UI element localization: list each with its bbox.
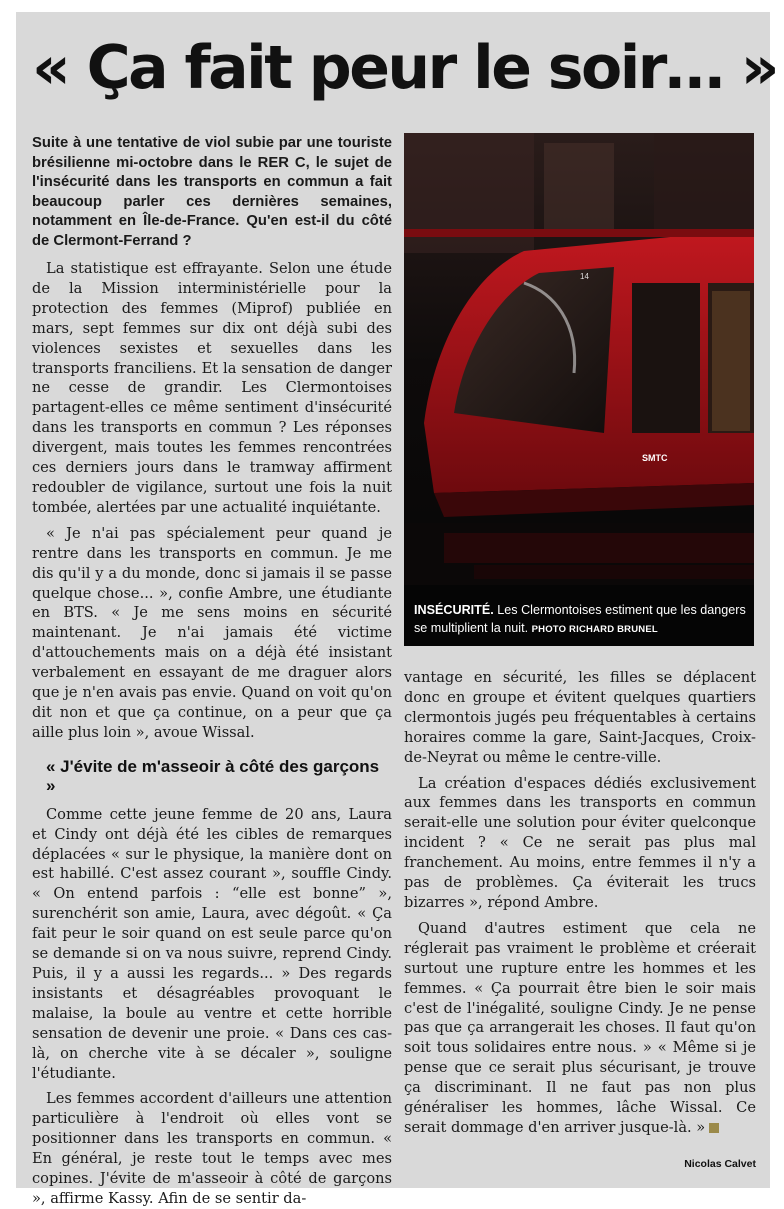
right-column (404, 668, 756, 1138)
tram-number: 14 (580, 272, 589, 281)
paragraph: Comme cette jeune femme de 20 ans, Laura et Cindy ont déjà été les cibles de remarques déplacées « sur le physique, la manière dont on est habillé. C'est assez courant », souffle Cindy. « On entend parfois : “elle est bonne” », surenchérit son amie, Laura, avec dégoût. « Ça fait peur le soir quand on est seule parce qu'on se demande si on va nous suivre, reprend Cindy. Puis, il y a aussi les regards... » Des regards insistants et désagréables provoquant le malaise, la boule au ventre et cette horrible sensation de devenir une proie. « Dans ces cas-là, on cherche vite à se décaler », souligne l'étudiante. (32, 805, 392, 1082)
caption-keyword: INSÉCURITÉ. (414, 603, 494, 617)
article-lead: Suite à une tentative de viol subie par une touriste brésilienne mi-octobre dans le RER C, le sujet de l'insécurité dans les transports en commun a fait beaucoup parler ces dernières semaines, notamment en Île-de-France. Qu'en est-il du côté de Clermont-Ferrand ? (32, 135, 392, 249)
article-headline: « Ça fait peur le soir… » (32, 33, 778, 103)
end-of-article-square (709, 1123, 719, 1133)
photo-caption (414, 601, 746, 639)
paragraph-text: Quand d'autres estiment que cela ne réglerait pas vraiment le problème et créerait surtout une rupture entre les hommes et les femmes. « Ça pourrait être bien le soir mais c'est de l'inégalité, souligne Cindy. Je ne pense pas que ça arrangerait les choses. Il faut qu'on soit tous solidaires entre nous. » « Même si je pense que ce serait plus sécurisant, je trouve ça discriminant. Il ne faut pas non plus généraliser les hommes, lâche Wissal. Ce serait dommage d'en arriver jusque-là. » (404, 919, 756, 1136)
left-column (32, 134, 392, 1209)
paragraph: La statistique est effrayante. Selon une étude de la Mission interministérielle pour la protection des femmes (Miprof) publiée en mars, sept femmes sur dix ont déjà subi des violences sexistes et sexuelles dans les transports franciliens. Et la sensation de danger ne cesse de grandir. Les Clermontoises partagent-elles ce même sentiment d'insécurité dans les transports en commun ? Les réponses divergent, mais toutes les femmes rencontrées ces derniers jours dans le tramway affirment redoubler de vigilance, surtout une fois la nuit tombée, alertées par une actualité inquiétante. (32, 260, 392, 516)
paragraph: La création d'espaces dédiés exclusivement aux femmes dans les transports en commun serait-elle une solution pour éviter quelconque incident ? « Ce ne serait pas plus mal franchement. Au moins, entre femmes il n'y a pas de problèmes. Ça éviterait les trucs bizarres », répond Ambre. (404, 774, 756, 911)
tram-logo: SMTC (642, 453, 668, 463)
tram-night-illustration (404, 133, 754, 646)
paragraph: Les femmes accordent d'ailleurs une attention particulière à l'endroit où elles vont se positionner dans les transports en commun. « En général, je reste tout le temps avec mes copines. J'évite de m'asseoir à côté de garçons », affirme Kassy. Afin de se sentir da- (32, 1090, 392, 1207)
article-byline: Nicolas Calvet (684, 1158, 756, 1170)
newspaper-page (16, 12, 778, 1207)
article-subhead: « J'évite de m'asseoir à côté des garçons » (46, 756, 380, 795)
paragraph: « Je n'ai pas spécialement peur quand je rentre dans les transports en commun. Je me dis qu'il y a du monde, donc si jamais il se passe quelque chose... », confie Ambre, une étudiante en BTS. « Je me sens moins en sécurité maintenant. Je n'ai jamais été victime d'attouchements mais on a déjà été insistant verbalement en essayant de me draguer alors que je n'en avais pas envie. Quand on voit qu'on dit non et que ça continue, on a peur que ça aille plus loin », avoue Wissal. (32, 524, 392, 741)
photo-credit: PHOTO RICHARD BRUNEL (531, 624, 658, 635)
paragraph (404, 919, 756, 1138)
caption-text: Les Clermontoises estiment que les dangers se multiplient la nuit. (414, 603, 746, 635)
article-photo (404, 133, 754, 646)
paragraph: vantage en sécurité, les filles se déplacent donc en groupe et évitent quelques quartiers clermontois jugés peu fréquentables à certains horaires comme la gare, Saint-Jacques, Croix-de-Neyrat ou même le centre-ville. (404, 669, 756, 766)
